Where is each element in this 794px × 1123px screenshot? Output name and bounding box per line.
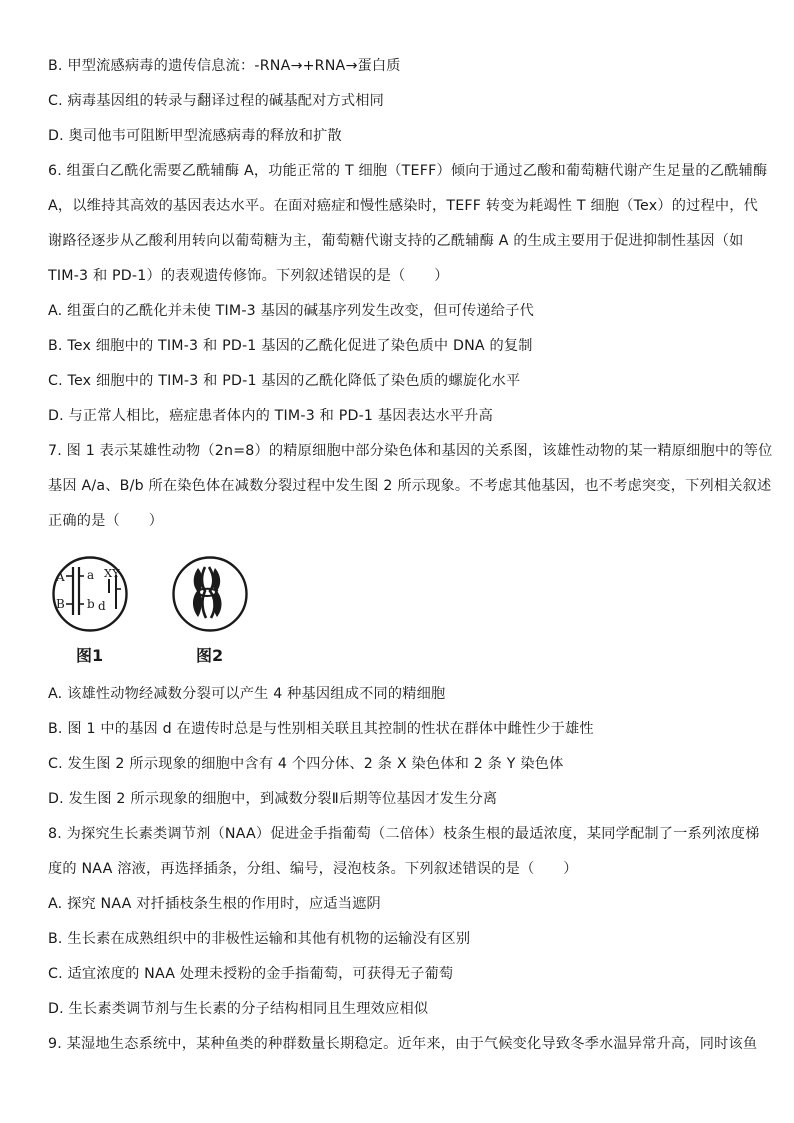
q5-option-b: B. 甲型流感病毒的遗传信息流：-RNA→+RNA→蛋白质 xyxy=(48,58,401,74)
q8-option-a: A. 探究 NAA 对扦插枝条生根的作用时，应适当遮阴 xyxy=(48,896,381,912)
fig1-label-xy: XY xyxy=(104,566,120,580)
q5-option-c: C. 病毒基因组的转录与翻译过程的碱基配对方式相同 xyxy=(48,93,385,109)
figure-2-cell xyxy=(174,558,247,631)
q7-option-d: D. 发生图 2 所示现象的细胞中，到减数分裂Ⅱ后期等位基因才发生分离 xyxy=(48,791,498,807)
figure-1-cell xyxy=(54,558,127,631)
q8-option-b: B. 生长素在成熟组织中的非极性运输和其他有机物的运输没有区别 xyxy=(48,931,471,947)
q9-stem-line-1: 9. 某湿地生态系统中，某种鱼类的种群数量长期稳定。近年来，由于气候变化导致冬季水温异常升高，同时该鱼 xyxy=(48,1036,758,1052)
fig1-label-a: a xyxy=(87,568,95,582)
q7-option-b: B. 图 1 中的基因 d 在遗传时总是与性别相关联且其控制的性状在群体中雌性少于雄性 xyxy=(48,721,594,737)
fig1-label-d: d xyxy=(98,599,106,613)
fig1-label-b: b xyxy=(87,597,95,611)
q7-option-c: C. 发生图 2 所示现象的细胞中含有 4 个四分体、2 条 X 染色体和 2 条 Y 染色体 xyxy=(48,756,564,772)
q6-stem-line-2: A，以维持其高效的基因表达水平。在面对癌症和慢性感染时，TEFF 转变为耗竭性 T 细胞（Tex）的过程中，代 xyxy=(48,198,759,214)
q6-stem-line-1: 6. 组蛋白乙酰化需要乙酰辅酶 A，功能正常的 T 细胞（TEFF）倾向于通过乙酸和葡萄糖代谢产生足量的乙酰辅酶 xyxy=(48,163,768,179)
q7-stem-line-1: 7. 图 1 表示某雄性动物（2n=8）的精原细胞中部分染色体和基因的关系图，该雄性动物的某一精原细胞中的等位 xyxy=(48,443,773,459)
q6-stem-line-3: 谢路径逐步从乙酸利用转向以葡萄糖为主，葡萄糖代谢支持的乙酰辅酶 A 的生成主要用于促进抑制性基因（如 xyxy=(48,233,744,249)
q6-option-d: D. 与正常人相比，癌症患者体内的 TIM-3 和 PD-1 基因表达水平升高 xyxy=(48,408,493,424)
chromosome-figure xyxy=(46,555,256,670)
q6-option-c: C. Tex 细胞中的 TIM-3 和 PD-1 基因的乙酰化降低了染色质的螺旋化水平 xyxy=(48,373,521,389)
q7-stem-line-2: 基因 A/a、B/b 所在染色体在减数分裂过程中发生图 2 所示现象。不考虑其他基因，也不考虑突变，下列相关叙述 xyxy=(48,478,772,494)
fig1-label-B: B xyxy=(56,597,65,611)
fig1-label-A: A xyxy=(56,570,65,584)
q7-option-a: A. 该雄性动物经减数分裂可以产生 4 种基因组成不同的精细胞 xyxy=(48,686,446,702)
figure-1-caption: 图1 xyxy=(76,646,104,665)
q7-figure xyxy=(46,555,256,670)
q5-option-d: D. 奥司他韦可阻断甲型流感病毒的释放和扩散 xyxy=(48,128,342,144)
q7-stem-line-3: 正确的是（ ） xyxy=(48,513,164,529)
q6-stem-line-4: TIM-3 和 PD-1）的表观遗传修饰。下列叙述错误的是（ ） xyxy=(48,268,449,284)
q8-option-c: C. 适宜浓度的 NAA 处理未授粉的金手指葡萄，可获得无子葡萄 xyxy=(48,966,454,982)
q6-option-a: A. 组蛋白的乙酰化并未使 TIM-3 基因的碱基序列发生改变，但可传递给子代 xyxy=(48,303,534,319)
q6-option-b: B. Tex 细胞中的 TIM-3 和 PD-1 基因的乙酰化促进了染色质中 DNA 的复制 xyxy=(48,338,533,354)
q8-stem-line-2: 度的 NAA 溶液，再选择插条，分组、编号，浸泡枝条。下列叙述错误的是（ ） xyxy=(48,861,578,877)
q8-stem-line-1: 8. 为探究生长素类调节剂（NAA）促进金手指葡萄（二倍体）枝条生根的最适浓度，某同学配制了一系列浓度梯 xyxy=(48,826,760,842)
q8-option-d: D. 生长素类调节剂与生长素的分子结构相同且生理效应相似 xyxy=(48,1001,429,1017)
figure-2-caption: 图2 xyxy=(196,646,224,665)
